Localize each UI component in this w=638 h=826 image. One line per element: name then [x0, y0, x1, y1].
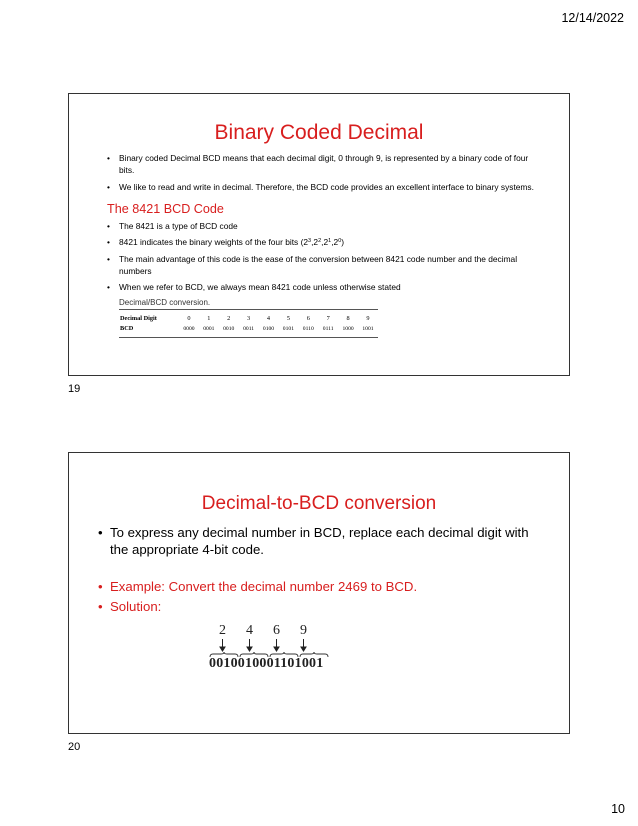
down-arrows — [209, 638, 335, 652]
bullet-item-solution: • Solution: — [98, 599, 162, 614]
slide-20 — [68, 452, 570, 734]
bullet-item: • To express any decimal number in BCD, replace each decimal digit with the appropriate 4-bit code. — [98, 525, 529, 557]
table-cell: 1 — [207, 314, 211, 322]
table-cell: 7 — [326, 314, 330, 322]
table-cell: 0100 — [262, 325, 275, 332]
table-cell: 8 — [346, 314, 350, 322]
bullet-item-weights: • 8421 indicates the binary weights of the four bits $(2^3,2^2,2^1,2^0)$ — [107, 237, 345, 247]
table-cell: 0001 — [203, 325, 215, 332]
digit: 6 — [273, 623, 280, 638]
digit: 2 — [219, 623, 226, 638]
table-cell: 0101 — [282, 325, 294, 332]
table-cell: 5 — [286, 314, 290, 322]
bullet-item-example: • Example: Convert the decimal number 2469 to BCD. — [98, 579, 418, 594]
table-cell: 0111 — [322, 325, 334, 332]
bullet-item: • When we refer to BCD, we always mean 8421 code unless otherwise stated — [107, 282, 401, 292]
table-cell: 4 — [266, 314, 271, 322]
table-cell: 1000 — [342, 325, 354, 332]
table-cell: 9 — [366, 314, 370, 322]
slide-title: Decimal-to-BCD conversion — [201, 493, 437, 514]
table-cell: 3 — [247, 314, 251, 322]
conversion-figure — [209, 623, 335, 671]
table-cell: 1001 — [362, 325, 374, 332]
page-number: 10 — [611, 802, 625, 816]
decimal-digits — [209, 623, 335, 638]
slide-content — [98, 524, 529, 618]
conversion-table — [119, 309, 378, 338]
table-cell: 0110 — [302, 325, 314, 332]
table-row — [119, 314, 378, 324]
digit: 4 — [246, 623, 253, 638]
bcd-bits: 0010010001101001 — [209, 656, 324, 671]
bullet-item: • Binary coded Decimal BCD means that each decimal digit, 0 through 9, is represented by a binary code of four bits. — [107, 153, 529, 175]
bullet-item: • We like to read and write in decimal. Therefore, the BCD code provides an excellent interface to binary systems. — [107, 181, 534, 192]
table-cell: 0011 — [243, 325, 255, 332]
table-title: Decimal/BCD conversion. — [119, 297, 211, 307]
row-header: BCD — [120, 324, 134, 332]
page-date: 12/14/2022 — [561, 11, 624, 25]
digit: 9 — [300, 623, 307, 638]
slide-title: Binary Coded Decimal — [214, 121, 424, 144]
bullet-item: • The 8421 is a type of BCD code — [107, 220, 238, 231]
slide-content — [107, 152, 539, 338]
table-row — [119, 324, 378, 334]
table-cell: 0000 — [183, 325, 195, 332]
bullet-item: • The main advantage of this code is the ease of the conversion between 8421 code number and the decimal numbers — [107, 253, 518, 276]
slide-19 — [68, 93, 570, 376]
slide-number: 19 — [68, 383, 81, 395]
table-cell: 0 — [187, 314, 191, 322]
row-header: Decimal Digit — [120, 314, 157, 322]
subheading: The 8421 BCD Code — [107, 201, 224, 216]
table-cell: 0010 — [223, 325, 235, 332]
table-cell: 2 — [227, 314, 231, 322]
slide-number: 20 — [68, 741, 81, 753]
table-cell: 6 — [306, 314, 310, 322]
